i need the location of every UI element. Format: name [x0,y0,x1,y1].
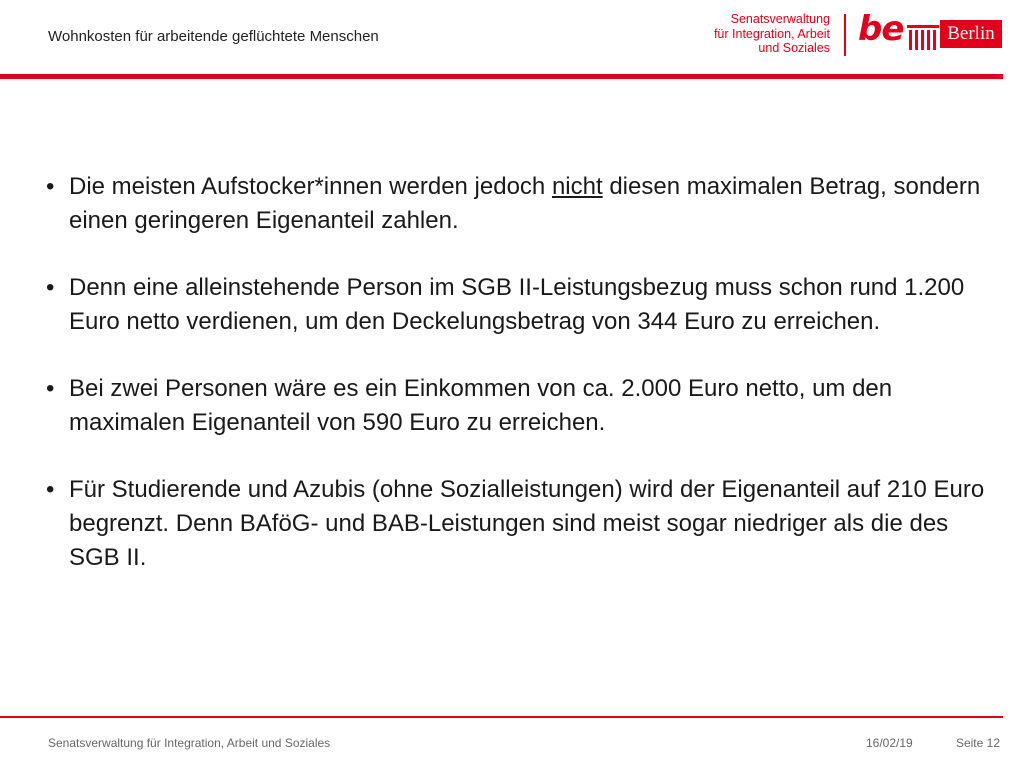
header-rule [0,74,1003,79]
logo-berlin-box [940,20,1002,48]
slide-header-title: Wohnkosten für arbeitende geflüchtete Menschen [48,28,379,45]
logo-org-line-2: für Integration, Arbeit [713,26,830,41]
logo-org-line-3: und Soziales [758,41,830,55]
bullet-item [46,473,996,575]
footer-date: 16/02/19 [866,736,913,750]
logo-berlin-text: Berlin [947,23,995,44]
footer-rule [0,716,1003,718]
slide-body [46,170,996,608]
logo-org-line-1: Senatsverwaltung [730,12,830,26]
bullet-item [46,372,996,440]
bullet-text: Denn eine alleinstehende Person im SGB II-Leistungsbezug muss schon rund 1.200 Euro netto verdienen, um den Deckelungsbetrag von 344 Euro zu erreichen. [69,274,965,335]
senate-logo [713,9,1008,60]
footer-page-number: Seite 12 [955,736,1000,750]
logo-divider [844,14,846,56]
bullet-text-underlined: nicht [551,173,603,200]
brandenburg-gate-icon [906,20,940,50]
bullet-item [46,271,996,339]
bullet-item [46,170,996,238]
logo-org-name [714,12,830,56]
bullet-text: Bei zwei Personen wäre es ein Einkommen von ca. 2.000 Euro netto, um den maximalen Eigenanteil von 590 Euro zu erreichen. [69,375,893,436]
bullet-text: diesen maximalen Betrag, sondern einen geringeren Eigenanteil zahlen. [69,173,981,234]
logo-be-text: be [858,9,904,49]
footer-organization: Senatsverwaltung für Integration, Arbeit und Soziales [48,736,331,750]
bullet-text: Für Studierende und Azubis (ohne Sozialleistungen) wird der Eigenanteil auf 210 Euro begrenzt. Denn BAföG- und BAB-Leistungen sind meist sogar niedriger als die des SGB II. [69,476,985,571]
bullet-text: Die meisten Aufstocker*innen werden jedoch [69,173,552,200]
